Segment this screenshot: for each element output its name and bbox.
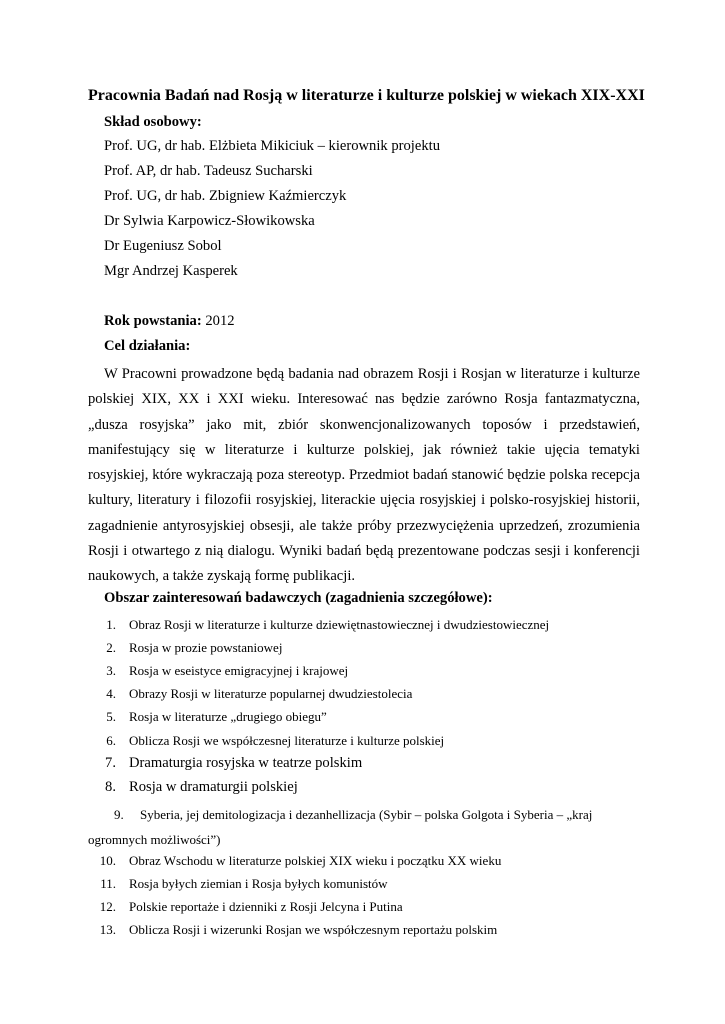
staff-member: Dr Sylwia Karpowicz-Słowikowska bbox=[104, 213, 315, 229]
document-title: Pracownia Badań nad Rosją w literaturze i kulturze polskiej w wiekach XIX-XXI bbox=[88, 87, 645, 104]
staff-heading: Skład osobowy: bbox=[104, 114, 202, 130]
goal-text: W Pracowni prowadzone będą badania nad obrazem Rosji i Rosjan w literaturze i kulturze polskiej XIX, XX i XXI wieku. Interesować nas będzie zarówno Rosja fantazmatyczna, „dusza rosyjska” jako mit, zbiór skonwencjonalizowanych toposów i przedstawień, manifestujący się w literaturze i kulturze polskiej, jak również takie ujęcia tematyki rosyjskiej, które wykraczają poza stereotyp. Przedmiot badań stanowić będzie polska recepcja kultury, literatury i filozofii rosyjskiej, literackie ujęcia rosyjskiej i polsko-rosyjskiej historii, zagadnienie antyrosyjskiej obsesji, ale także próby przezwyciężenia uprzedzeń, zrozumienia Rosji i otwartego z nią dialogu. Wyniki badań będą prezentowane podczas sesji i konferencji naukowych, a także zyskają formę publikacji. bbox=[88, 366, 640, 585]
document-page: Pracownia Badań nad Rosją w literaturze i kulturze polskiej w wiekach XIX-XXI Skład osobowy: Prof. UG, dr hab. Elżbieta Mikiciuk – kierownik projektu Prof. AP, dr hab. Tadeusz Sucharski Prof. UG, dr hab. Zbigniew Kaźmierczyk Dr Sylwia Karpowicz-Słowikowska Dr Eugeniusz Sobol Mgr Andrzej Kasperek Rok powstania: 2012 Cel działania: W Pracowni prowadzone będą badania nad obrazem Rosji i Rosjan w literaturze i kulturze polskiej XIX, XX i XXI wieku. Interesować nas będzie zarówno Rosja fantazmatyczna, „dusza rosyjska” jako mit, zbiór skonwencjonalizowanych toposów i przedstawień, manifestujący się w literaturze i kulturze polskiej, jak również takie ujęcia tematyki rosyjskiej, które wykraczają poza stereotyp. Przedmiot badań stanowić będzie polska recepcja kultury, literatury i filozofii rosyjskiej, literackie ujęcia rosyjskiej i polsko-rosyjskiej historii, zagadnienie antyrosyjskiej obsesji, ale także próby przezwyciężenia uprzedzeń, zrozumienia Rosji i otwartego z nią dialogu. Wyniki badań będą prezentowane podczas sesji i konferencji naukowych, a także zyskają formę publikacji. Obszar zainteresowań badawczych (zagadnienia szczegółowe): 1. Obraz Rosji w literaturze i kulturze dziewiętnastowiecznej i dwudziestowiecznej 2. Rosja w prozie powstaniowej 3. Rosja w eseistyce emigracyjnej i krajowej 4. Obrazy Rosji w literaturze popularnej dwudziestolecia 5. Rosja w literaturze „drugiego obiegu” 6. Oblicza Rosji we współczesnej literaturze i kulturze polskiej 7. Dramaturgia rosyjska w teatrze polskim 8. Rosja w dramaturgii polskiej 9. Syberia, jej demitologizacja i dezanhellizacja (Sybir – polska Golgota i Syberia – „kraj ogromnych możliwości”) 10. Obraz Wschodu w literaturze polskiej XIX wieku i początku XX wieku 11. Rosja byłych ziemian i Rosja byłych komunistów 12. Polskie reportaże i dzienniki z Rosji Jelcyna i Putina 13. Oblicza Rosji i wizerunki Rosjan we współczesnym reportażu polskim bbox=[88, 87, 645, 937]
founded-label: Rok powstania: bbox=[104, 313, 202, 329]
founded-line bbox=[104, 313, 235, 330]
interests-heading: Obszar zainteresowań badawczych (zagadnienia szczegółowe): bbox=[104, 590, 493, 606]
goal-heading: Cel działania: bbox=[104, 338, 191, 354]
list-item: 9. Syberia, jej demitologizacja i dezanhellizacja (Sybir – polska Golgota i Syberia – „kraj ogromnych możliwości”) bbox=[88, 807, 593, 847]
staff-member: Mgr Andrzej Kasperek bbox=[104, 263, 238, 279]
staff-member: Prof. UG, dr hab. Elżbieta Mikiciuk – kierownik projektu bbox=[104, 138, 440, 154]
staff-member: Prof. AP, dr hab. Tadeusz Sucharski bbox=[104, 163, 313, 179]
goal-paragraph bbox=[88, 362, 640, 590]
staff-member: Prof. UG, dr hab. Zbigniew Kaźmierczyk bbox=[104, 188, 347, 204]
staff-member: Dr Eugeniusz Sobol bbox=[104, 238, 222, 254]
founded-value: 2012 bbox=[205, 313, 235, 329]
